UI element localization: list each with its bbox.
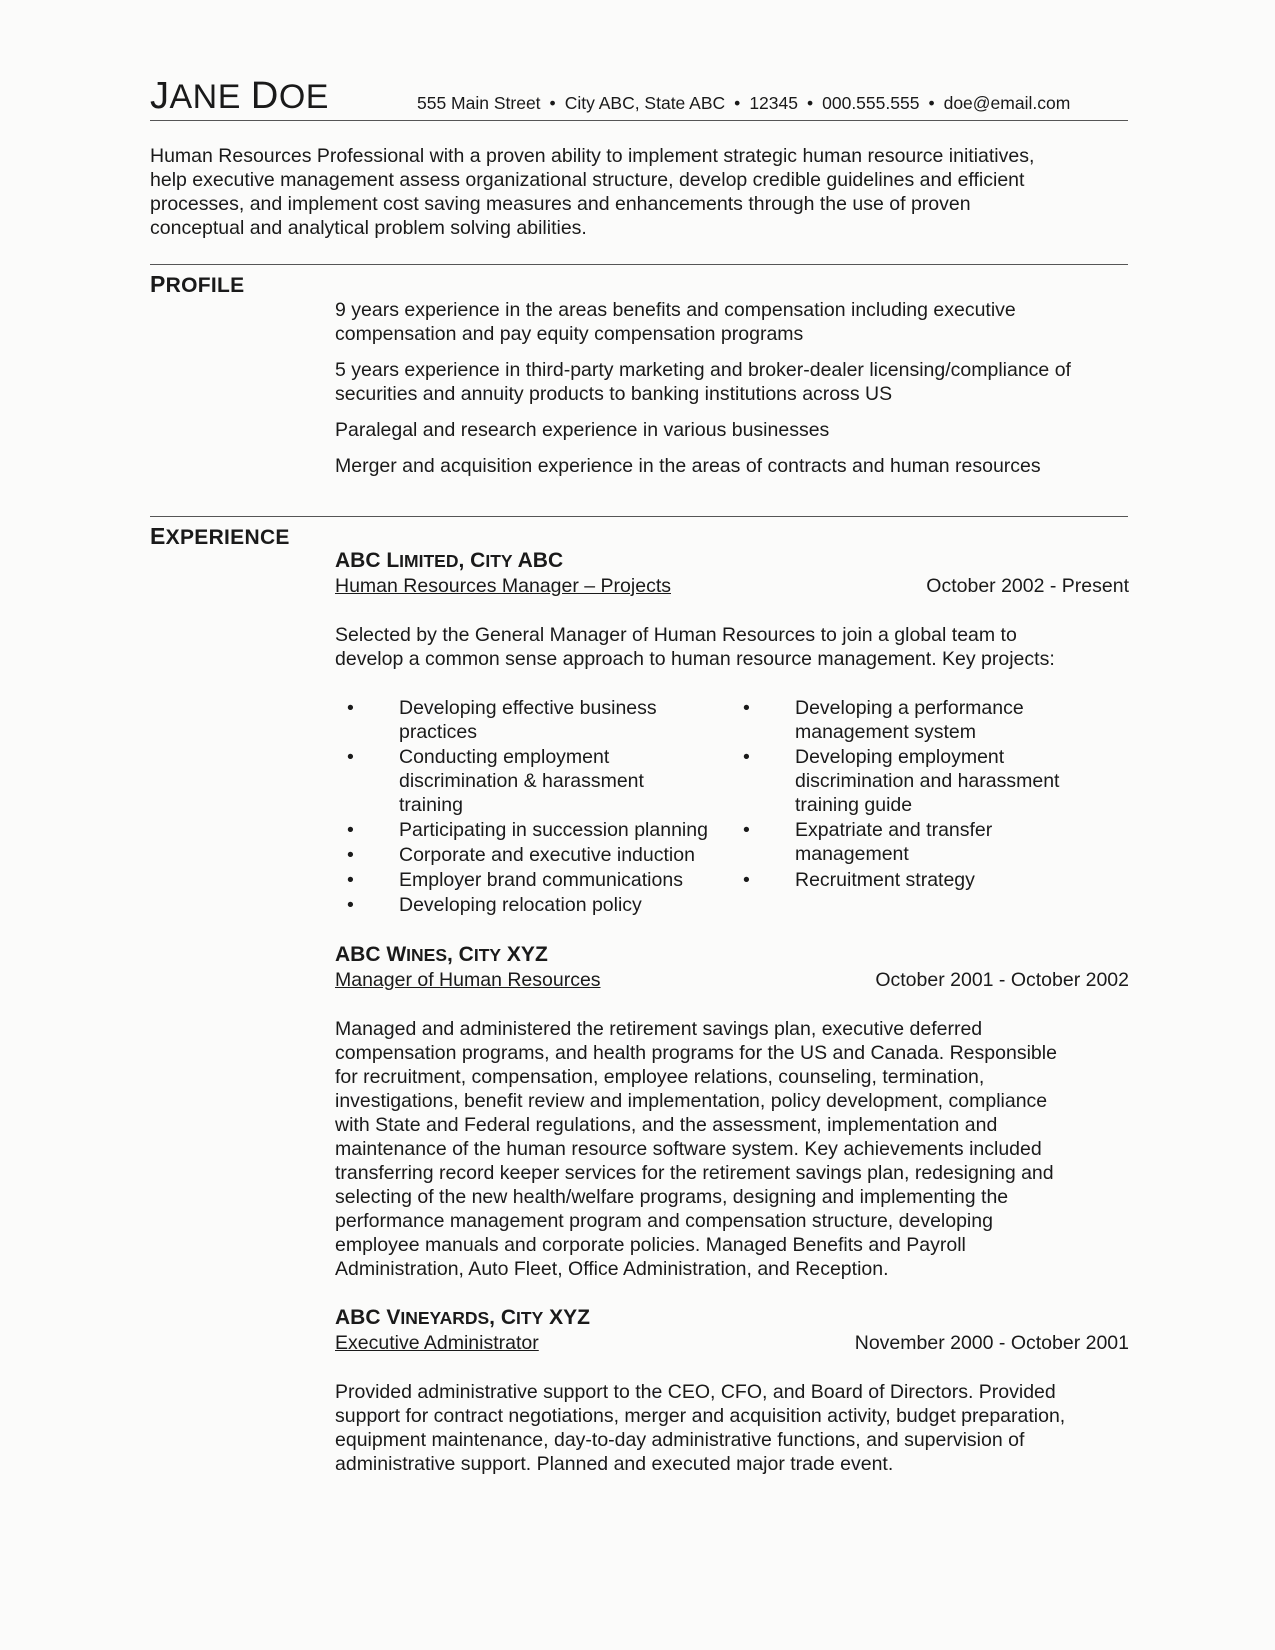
job-description: Managed and administered the retirement savings plan, executive deferred compensation programs, and health programs for the US and Canada. Responsible for recruitment, compensation, employee relations, counseling, termination, investigations, benefit review and implementation, policy development, compliance with State and Federal regulations, and the assessment, implementation and maintenance of the human resource software system. Key achievements included transferring record keeper services for the retirement savings plan, redesigning and selecting of the new health/welfare programs, designing and implementing the performance management program and compensation structure, developing employee manuals and corporate policies. Managed Benefits and Payroll Administration, Auto Fleet, Office Administration, and Reception. xyxy=(335,1018,1057,1280)
job-title: Executive Administrator xyxy=(335,1332,539,1354)
company-name: ABC WINES, CITY XYZ xyxy=(335,943,548,966)
contact-line: 555 Main Street • City ABC, State ABC • 12345 • 000.555.555 • doe@email.com xyxy=(417,93,1071,113)
profile-heading: PROFILE xyxy=(150,271,245,297)
address: 555 Main Street xyxy=(417,93,541,113)
email-address: doe@email.com xyxy=(943,93,1071,113)
profile-divider xyxy=(150,264,1128,265)
job-dates: October 2002 - Present xyxy=(926,575,1129,597)
profile-item: 9 years experience in the areas benefits and compensation including executive compensation and pay equity compensation programs xyxy=(335,299,1016,345)
job-dates: October 2001 - October 2002 xyxy=(875,969,1129,991)
job-title: Human Resources Manager – Projects xyxy=(335,575,671,597)
city-state: City ABC, State ABC xyxy=(564,93,726,113)
phone-number: 000.555.555 xyxy=(822,93,920,113)
summary-paragraph: Human Resources Professional with a proven ability to implement strategic human resource initiatives, help executive management assess organizational structure, develop credible guidelines and efficient processes, and implement cost saving measures and enhancements through the use of proven conceptual and analytical problem solving abilities. xyxy=(150,145,1035,239)
job-description: Selected by the General Manager of Human Resources to join a global team to develop a common sense approach to human resource management. Key projects: xyxy=(335,624,1055,670)
header-divider xyxy=(150,120,1128,121)
resume-page: JANE DOE 555 Main Street • City ABC, State ABC • 12345 • 000.555.555 • doe@email.com Human Resources Professional with a proven ability to implement strategic human resource initiatives, help executive management assess organizational structure, develop credible guidelines and efficient processes, and implement cost saving measures and enhancements through the use of proven conceptual and analytical problem solving abilities. PROFILE 9 years experience in the areas benefits and compensation including executive compensation and pay equity compensation programs 5 years experience in third-party marketing and broker-dealer licensing/compliance of securities and annuity products to banking institutions across US Paralegal and research experience in various businesses Merger and acquisition experience in the areas of contracts and human resources EXPERIENCE ABC LIMITED, CITY ABC Human Resources Manager – Projects October 2002 - Present Selected by the General Manager of Human Resources to join a global team to develop a common sense approach to human resource management. Key projects: • Developing effective business practices • Conducting employment discrimination & harassment training • Participating in succession planning • Corporate and executive induction • Employer brand communications • Developing relocation policy • Developing a performance management system • Developing employment discrimination and harassment training guide • Expatriate and transfer management • Recruitment strategy ABC WINES, CITY XYZ Manager of Human Resources October 2001 - October 2002 Managed and administered the retirement savings plan, executive deferred compensation programs, and health programs for the US and Canada. Responsible for recruitment, compensation, employee relations, counseling, termination, investigations, benefit review and implementation, policy development, compliance with State and Federal regulations, and the assessment, implementation and maintenance of the human resource software system. Key achievements included transferring record keeper services for the retirement savings plan, redesigning and selecting of the new health/welfare programs, designing and implementing the performance management program and compensation structure, developing employee manuals and corporate policies. Managed Benefits and Payroll Administration, Auto Fleet, Office Administration, and Reception. ABC VINEYARDS, CITY XYZ Executive Administrator November 2000 - October 2001 Provided administrative support to the CEO, CFO, and Board of Directors. Provided support for contract negotiations, merger and acquisition activity, budget preparation, equipment maintenance, day-to-day administrative functions, and supervision of administrative support. Planned and executed major trade event. xyxy=(0,0,1275,1650)
profile-item: Paralegal and research experience in various businesses xyxy=(335,419,830,441)
zip-code: 12345 xyxy=(749,93,798,113)
profile-item: 5 years experience in third-party marketing and broker-dealer licensing/compliance of securities and annuity products to banking institutions across US xyxy=(335,359,1071,405)
company-name: ABC LIMITED, CITY ABC xyxy=(335,549,564,572)
job-description: Provided administrative support to the CEO, CFO, and Board of Directors. Provided support for contract negotiations, merger and acquisition activity, budget preparation, equipment maintenance, day-to-day administrative functions, and supervision of administrative support. Planned and executed major trade event. xyxy=(335,1381,1066,1475)
experience-divider xyxy=(150,516,1128,517)
experience-heading: EXPERIENCE xyxy=(150,523,290,549)
job-title: Manager of Human Resources xyxy=(335,969,601,991)
profile-item: Merger and acquisition experience in the areas of contracts and human resources xyxy=(335,455,1041,477)
job-dates: November 2000 - October 2001 xyxy=(854,1332,1129,1354)
candidate-name: JANE DOE xyxy=(150,75,329,117)
company-name: ABC VINEYARDS, CITY XYZ xyxy=(335,1306,590,1329)
